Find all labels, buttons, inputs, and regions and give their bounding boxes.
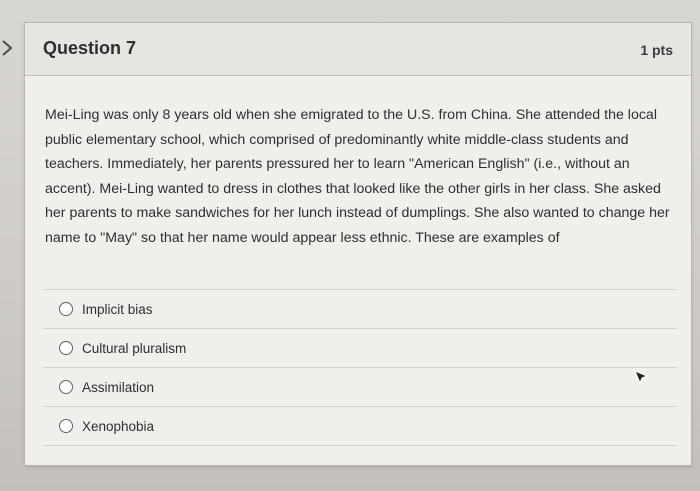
- answer-option-assimilation[interactable]: [43, 368, 677, 407]
- answer-label: Xenophobia: [82, 418, 155, 434]
- question-title: Question 7: [43, 38, 137, 58]
- answer-option-cultural-pluralism[interactable]: [43, 329, 677, 368]
- answer-option-implicit-bias[interactable]: [43, 290, 677, 329]
- question-card: [24, 22, 692, 466]
- answer-list: [43, 289, 677, 446]
- question-header: [25, 23, 691, 76]
- chevron-right-icon[interactable]: [0, 38, 16, 58]
- radio-button[interactable]: [59, 302, 73, 316]
- radio-button[interactable]: [59, 419, 73, 433]
- answer-label: Implicit bias: [82, 301, 153, 317]
- question-text: Mei-Ling was only 8 years old when she emigrated to the U.S. from China. She attended the local public elementary school, which comprised of predominantly white middle-class students and teachers. Immediately, her parents pressured her to learn "American English" (i.e., without an accent). Mei-Ling wanted to dress in clothes that looked like the other girls in her class. She asked her parents to make sandwiches for her lunch instead of dumplings. She also wanted to change her name to "May" so that her name would appear less ethnic. These are examples of: [45, 107, 670, 246]
- answer-label: Cultural pluralism: [82, 340, 187, 356]
- answer-label: Assimilation: [82, 379, 155, 395]
- radio-button[interactable]: [59, 380, 73, 394]
- pointer-icon: [632, 368, 650, 386]
- radio-button[interactable]: [59, 341, 73, 355]
- answer-option-xenophobia[interactable]: [43, 407, 677, 446]
- question-points: 1 pts: [640, 42, 673, 58]
